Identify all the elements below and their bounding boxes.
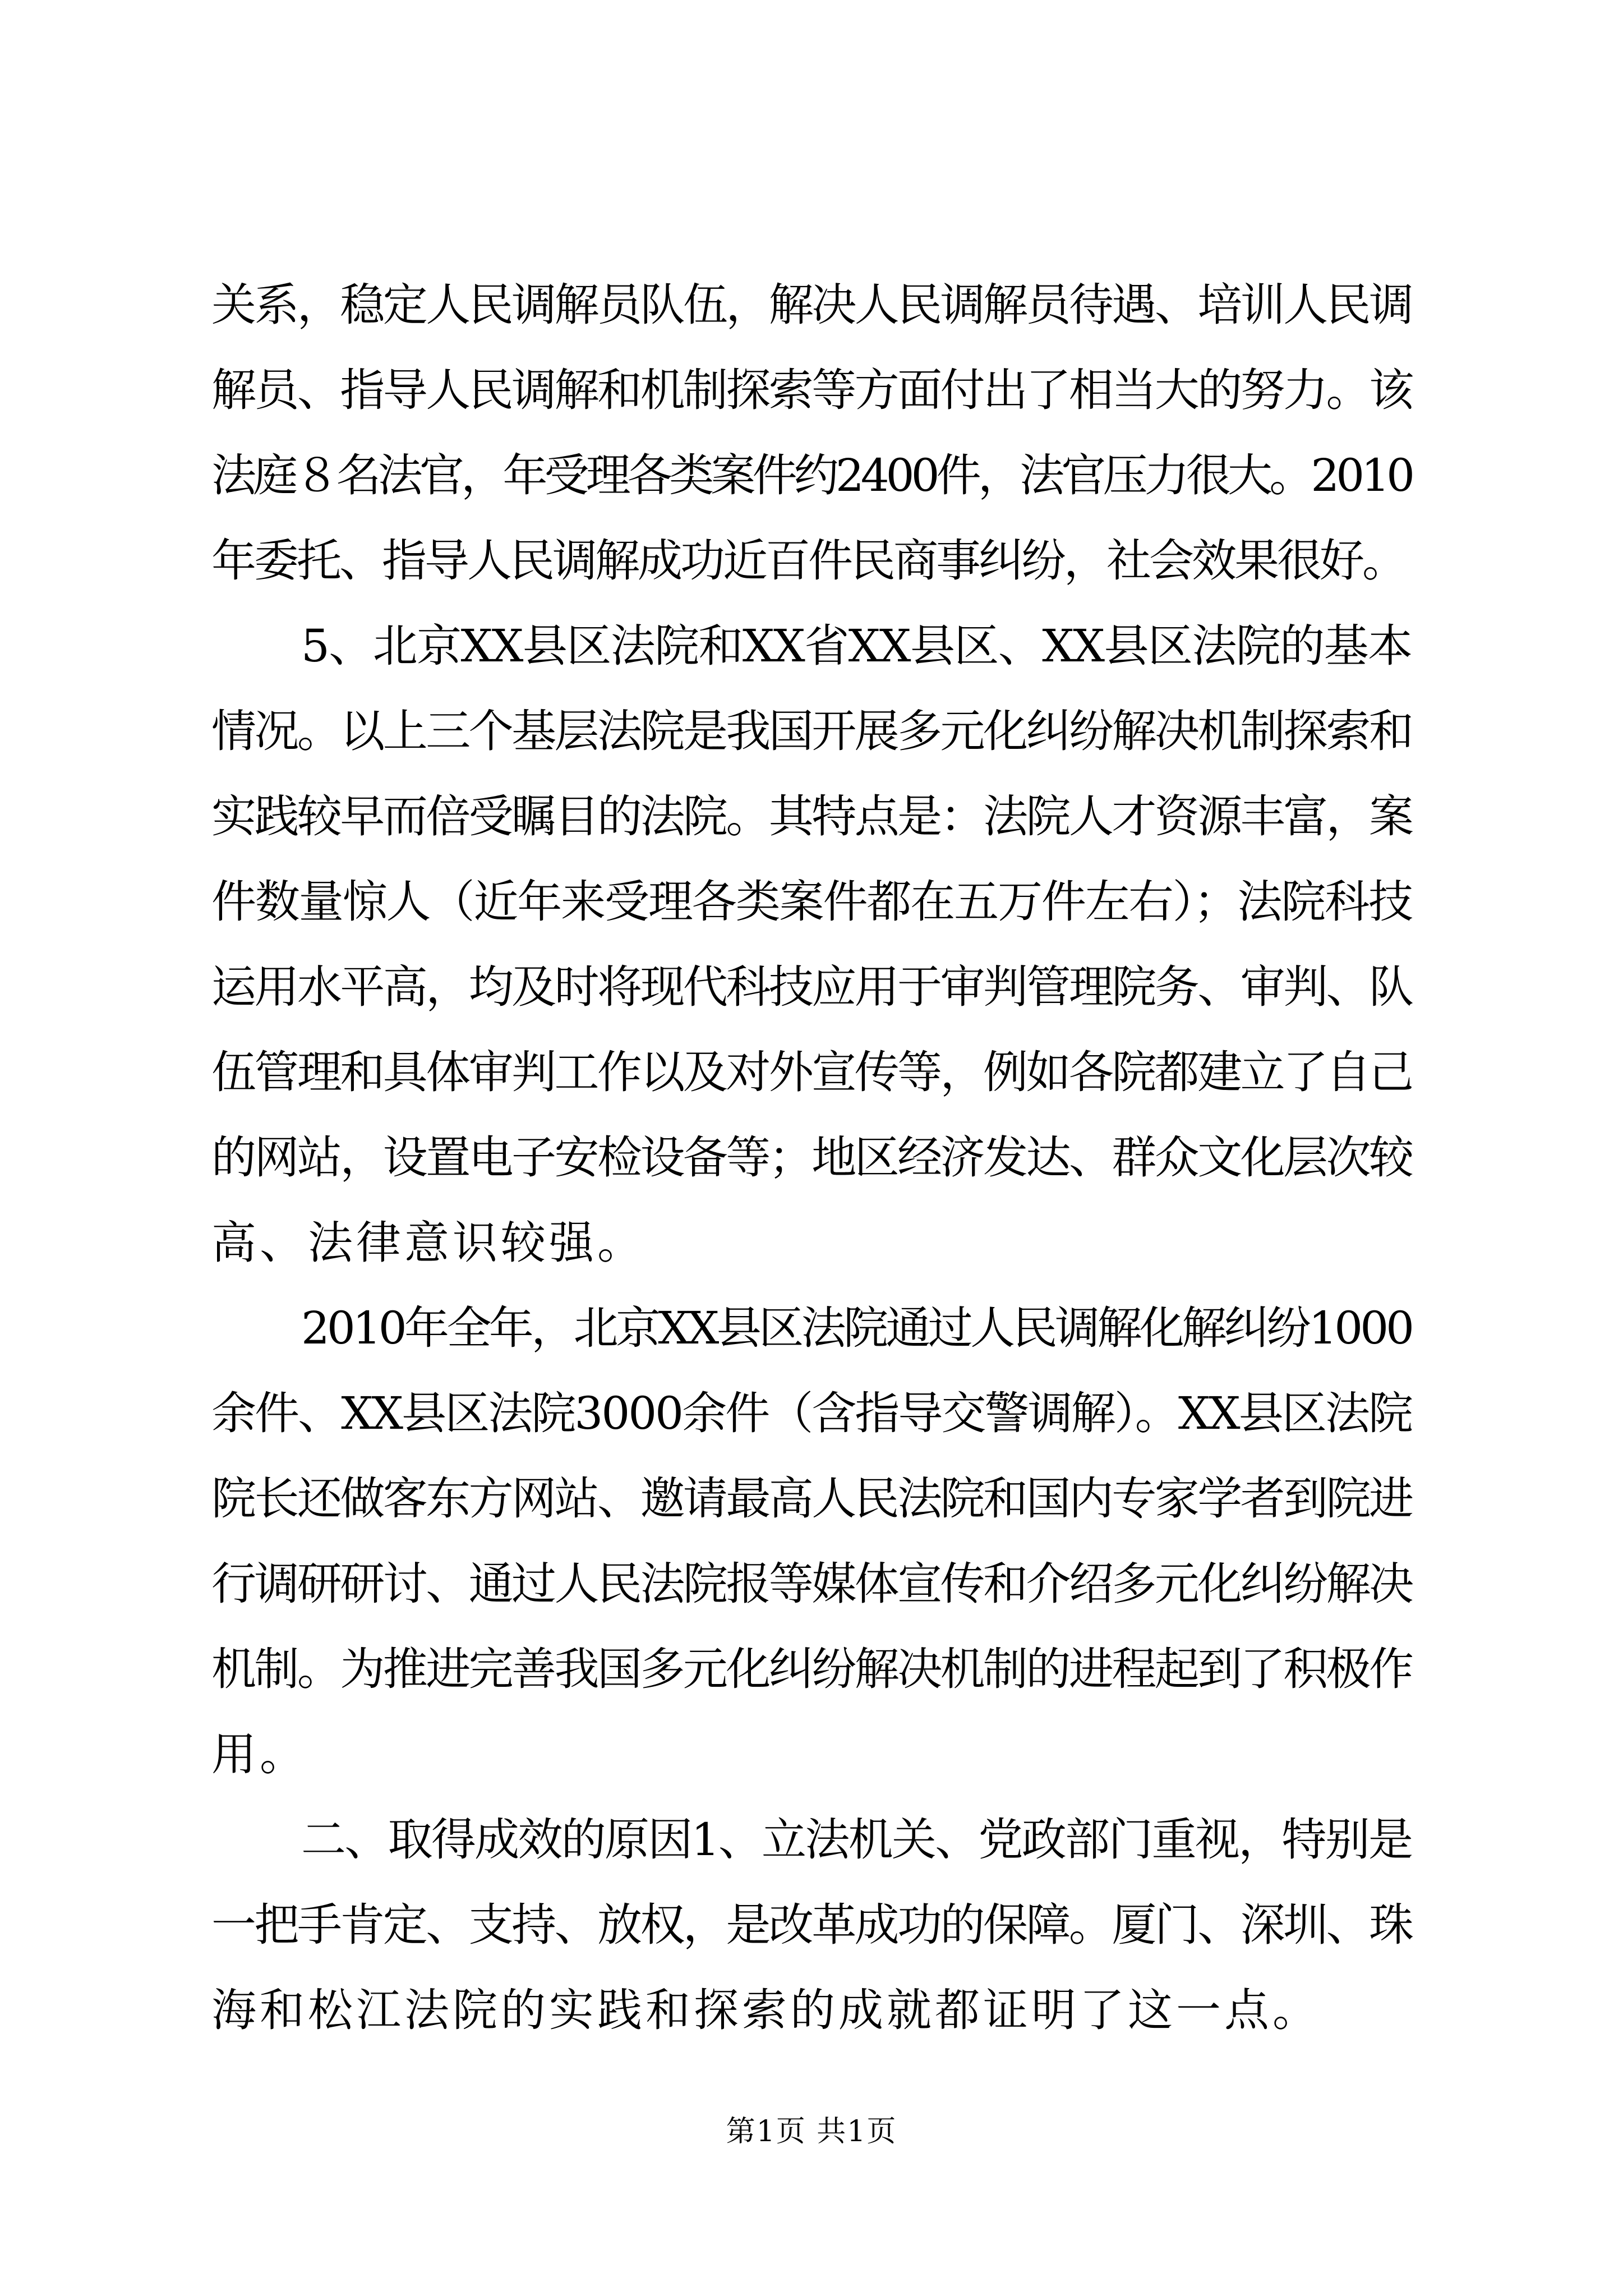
paragraph-2010-summary <box>211 1286 1412 1797</box>
text-line: 余件、XX县区法院3000余件（含指导交警调解）。XX县区法院 <box>211 1387 1412 1439</box>
text-line: 的网站，设置电子安检设备等；地区经济发达、群众文化层次较 <box>211 1131 1412 1184</box>
text-line: 5、北京XX县区法院和XX省XX县区、XX县区法院的基本 <box>301 620 1412 672</box>
text-line: 年委托、指导人民调解成功近百件民商事纠纷，社会效果很好。 <box>211 535 1405 587</box>
text-line: 二、取得成效的原因1、立法机关、党政部门重视，特别是 <box>301 1814 1412 1866</box>
paragraph-item-5 <box>211 604 1412 1286</box>
text-line: 机制。为推进完善我国多元化纠纷解决机制的进程起到了积极作 <box>211 1643 1412 1695</box>
text-line: 一把手肯定、支持、放权，是改革成功的保障。厦门、深圳、珠 <box>211 1899 1412 1951</box>
text-line: 情况。以上三个基层法院是我国开展多元化纠纷解决机制探索和 <box>211 705 1412 757</box>
text-line: 行调研研讨、通过人民法院报等媒体宣传和介绍多元化纠纷解决 <box>211 1558 1412 1610</box>
text-line: 关系，稳定人民调解员队伍，解决人民调解员待遇、培训人民调 <box>211 279 1412 331</box>
text-line: 院长还做客东方网站、邀请最高人民法院和国内专家学者到院进 <box>211 1473 1412 1525</box>
text-line: 法庭８名法官，年受理各类案件约2400件，法官压力很大。2010 <box>211 449 1412 501</box>
page-number-label: 第1页 共1页 <box>726 2115 897 2148</box>
page-footer <box>0 2109 1623 2154</box>
text-line: 运用水平高，均及时将现代科技应用于审判管理院务、审判、队 <box>211 961 1412 1013</box>
text-line: 2010年全年，北京XX县区法院通过人民调解化解纠纷1000 <box>301 1302 1412 1354</box>
document-body <box>211 263 1412 2053</box>
text-line: 海和松江法院的实践和探索的成就都证明了这一点。 <box>211 1984 1321 2036</box>
text-line: 高、法律意识较强。 <box>211 1217 645 1269</box>
paragraph-continuation <box>211 263 1412 604</box>
text-line: 实践较早而倍受瞩目的法院。其特点是：法院人才资源丰富，案 <box>211 790 1412 843</box>
text-line: 解员、指导人民调解和机制探索等方面付出了相当大的努力。该 <box>211 364 1412 416</box>
text-line: 伍管理和具体审判工作以及对外宣传等，例如各院都建立了自己 <box>211 1046 1412 1098</box>
paragraph-section-2 <box>211 1797 1412 2053</box>
text-line: 用。 <box>211 1728 308 1780</box>
text-line: 件数量惊人（近年来受理各类案件都在五万件左右）；法院科技 <box>211 876 1412 928</box>
